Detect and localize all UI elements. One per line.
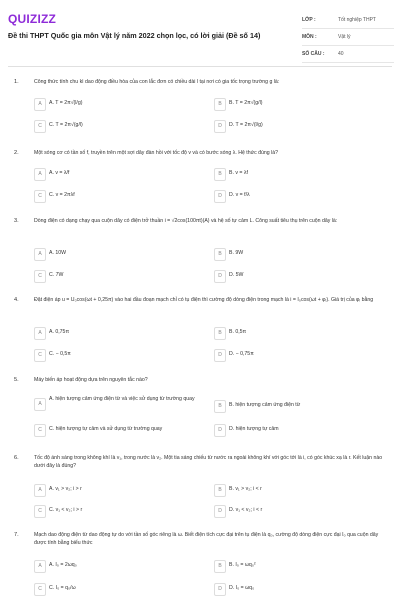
option-b[interactable] [214, 560, 378, 573]
meta-row-class [302, 12, 394, 29]
option-b[interactable] [214, 484, 378, 497]
option-letter: A [34, 484, 46, 497]
option-c[interactable] [34, 270, 198, 283]
question-text: Tốc độ ánh sáng trong không khí là v₁, trong nước là v₂. Một tia sáng chiếu từ nước ra ngoài không khí với góc tới là i, có góc khúc xạ là r. Kết luận nào dưới đây là đúng? [34, 455, 383, 469]
option-text: B. 0,5π [229, 329, 247, 335]
option-text: B. v = λf [229, 170, 248, 176]
option-b[interactable] [214, 98, 378, 111]
option-letter: D [214, 120, 226, 133]
option-d[interactable] [214, 190, 378, 203]
meta-key: SỐ CÂU : [302, 51, 325, 57]
option-letter: C [34, 270, 46, 283]
option-b[interactable] [214, 248, 378, 261]
meta-value: Vật lý [338, 34, 351, 40]
page-title: Đề thi THPT Quốc gia môn Vật lý năm 2022 chọn lọc, có lời giải (Đề số 14) [8, 31, 261, 40]
option-letter: B [214, 560, 226, 573]
option-text: A. hiện tượng cảm ứng điện từ và việc sử dụng từ trường quay [49, 396, 195, 402]
option-text: C. T = 2π√(g/l) [49, 122, 83, 128]
question-number: 2. [14, 150, 19, 156]
option-d[interactable] [214, 120, 378, 133]
option-a[interactable] [34, 398, 198, 411]
option-text: A. T = 2π√(l/g) [49, 100, 83, 106]
option-letter: B [214, 98, 226, 111]
option-letter: D [214, 349, 226, 362]
meta-row-count [302, 46, 394, 63]
option-text: C. v₁ < v₂; i > r [49, 507, 83, 513]
option-text: C. v = 2πλf [49, 192, 75, 198]
option-d[interactable] [214, 424, 378, 437]
option-c[interactable] [34, 424, 198, 437]
option-letter: D [214, 583, 226, 596]
option-text: B. T = 2π√(g/l) [229, 100, 263, 106]
question-text: Dòng điện có dạng chạy qua cuộn dây có điện trở thuần i = √2cos(100πt)(A) và hệ số tự cảm L. Công suất tiêu thụ trên cuộn dây là: [34, 218, 338, 224]
option-letter: C [34, 190, 46, 203]
question-number: 3. [14, 218, 19, 224]
option-text: C. I₀ = q₀/ω [49, 585, 76, 591]
option-a[interactable] [34, 327, 198, 340]
option-letter: D [214, 270, 226, 283]
option-d[interactable] [214, 505, 378, 518]
question-text: Máy biến áp hoạt động dựa trên nguyên tắc nào? [34, 377, 148, 383]
option-text: A. I₀ = 2ωq₀ [49, 562, 77, 568]
option-c[interactable] [34, 190, 198, 203]
option-letter: C [34, 424, 46, 437]
option-text: A. v₁ > v₂; i > r [49, 486, 82, 492]
option-text: B. I₀ = ωq₀² [229, 562, 256, 568]
option-b[interactable] [214, 400, 378, 413]
option-letter: B [214, 248, 226, 261]
question-number: 6. [14, 455, 19, 461]
header [0, 0, 400, 66]
option-letter: C [34, 349, 46, 362]
quizizz-logo: QUIZIZZ [8, 12, 57, 26]
option-a[interactable] [34, 98, 198, 111]
option-letter: C [34, 120, 46, 133]
option-text: B. hiện tượng cảm ứng điện từ [229, 402, 301, 408]
option-letter: A [34, 98, 46, 111]
option-letter: B [214, 168, 226, 181]
option-text: C. 7W [49, 272, 64, 278]
option-text: D. 5W [229, 272, 244, 278]
meta-key: LỚP : [302, 17, 316, 23]
option-text: A. 10W [49, 250, 67, 256]
question-text: Một sóng cơ có tần số f, truyền trên một sợi dây đàn hồi với tốc độ v và có bước sóng λ. Hệ thức đúng là? [34, 150, 279, 156]
option-c[interactable] [34, 583, 198, 596]
option-text: A. 0,75π [49, 329, 70, 335]
option-letter: D [214, 424, 226, 437]
option-letter: A [34, 560, 46, 573]
option-text: D. v₁ < v₂; i < r [229, 507, 263, 513]
option-c[interactable] [34, 349, 198, 362]
meta-row-subject [302, 29, 394, 46]
option-letter: C [34, 505, 46, 518]
option-letter: A [34, 398, 46, 411]
option-letter: A [34, 168, 46, 181]
option-c[interactable] [34, 505, 198, 518]
option-text: A. v = λ/f [49, 170, 70, 176]
question-number: 4. [14, 297, 19, 303]
option-a[interactable] [34, 484, 198, 497]
meta-table [302, 12, 394, 63]
header-divider [8, 66, 392, 67]
option-letter: C [34, 583, 46, 596]
meta-value: Tốt nghiệp THPT [338, 17, 376, 23]
meta-key: MÔN : [302, 34, 317, 40]
option-d[interactable] [214, 583, 378, 596]
question-number: 7. [14, 532, 19, 538]
option-text: D. − 0,75π [229, 351, 254, 357]
option-letter: B [214, 484, 226, 497]
option-letter: A [34, 327, 46, 340]
option-letter: B [214, 327, 226, 340]
question-number: 1. [14, 79, 19, 85]
option-b[interactable] [214, 327, 378, 340]
option-letter: D [214, 190, 226, 203]
option-text: D. I₀ = ωq₀ [229, 585, 255, 591]
option-text: D. v = f/λ [229, 192, 250, 198]
question-text: Mạch dao động điện từ dao động tự do với tần số góc riêng là ω. Biết điện tích cực đại trên tụ điện là q₀, cường độ dòng điện cực đại I₀ qua cuộn dây được tính bằng biểu thức [34, 532, 379, 546]
option-text: B. 9W [229, 250, 244, 256]
option-text: D. hiện tượng tự cảm [229, 426, 279, 432]
option-c[interactable] [34, 120, 198, 133]
option-text: B. v₁ > v₂; i < r [229, 486, 262, 492]
question-number: 5. [14, 377, 19, 383]
option-d[interactable] [214, 349, 378, 362]
option-letter: D [214, 505, 226, 518]
option-text: D. T = 2π√(l/g) [229, 122, 263, 128]
option-text: C. − 0,5π [49, 351, 71, 357]
option-b[interactable] [214, 168, 378, 181]
option-text: C. hiện tượng tự cảm và sử dụng từ trường quay [49, 426, 163, 432]
option-a[interactable] [34, 248, 198, 261]
option-letter: A [34, 248, 46, 261]
option-letter: B [214, 400, 226, 413]
meta-value: 40 [338, 51, 344, 57]
option-a[interactable] [34, 168, 198, 181]
question-text: Đặt điện áp u = U₀cos(ωt + 0,25π) vào hai đầu đoạn mạch chỉ có tụ điện thì cường độ dòng điện trong mạch là i = I₀cos(ωt + φᵢ). Giá trị của φᵢ bằng [34, 297, 374, 303]
option-a[interactable] [34, 560, 198, 573]
question-text: Công thức tính chu kì dao động điều hòa của con lắc đơn có chiều dài l tại nơi có gia tốc trọng trường g là: [34, 79, 280, 85]
option-d[interactable] [214, 270, 378, 283]
